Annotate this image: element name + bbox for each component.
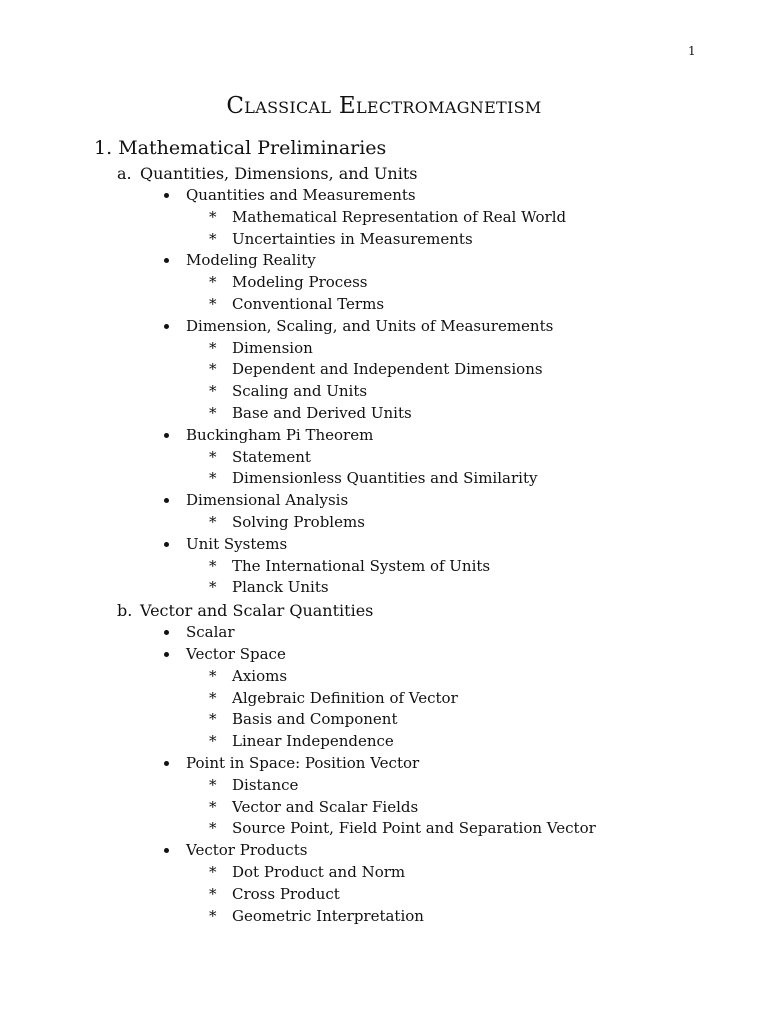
asterisk-icon: *	[209, 906, 217, 925]
list-item-text: Solving Problems	[232, 512, 365, 531]
asterisk-icon: *	[209, 797, 217, 816]
subsection-marker: a.	[117, 164, 132, 183]
list-item	[0, 689, 768, 711]
topic-item	[0, 623, 768, 645]
asterisk-icon: *	[209, 884, 217, 903]
bullet-icon	[164, 193, 169, 198]
list-item-text: Mathematical Representation of Real World	[232, 207, 567, 226]
list-item-text: Geometric Interpretation	[232, 906, 424, 925]
topic-item	[0, 535, 768, 557]
topic-item	[0, 251, 768, 273]
list-item	[0, 557, 768, 579]
topic-title: Point in Space: Position Vector	[186, 753, 420, 772]
list-item-text: Base and Derived Units	[232, 403, 412, 422]
asterisk-icon: *	[209, 578, 217, 597]
list-item	[0, 667, 768, 689]
bullet-icon	[164, 652, 169, 657]
bullet-icon	[164, 433, 169, 438]
list-item	[0, 469, 768, 491]
list-item	[0, 710, 768, 732]
list-item-text: Uncertainties in Measurements	[232, 229, 473, 248]
subsection-title: Vector and Scalar Quantities	[140, 601, 374, 621]
topic-title: Dimension, Scaling, and Units of Measurements	[186, 316, 554, 335]
section-heading	[94, 137, 386, 159]
outline	[0, 164, 768, 928]
topic-item	[0, 645, 768, 667]
bullet-icon	[164, 542, 169, 547]
list-item	[0, 404, 768, 426]
asterisk-icon: *	[209, 666, 217, 685]
asterisk-icon: *	[209, 447, 217, 466]
topic-title: Vector Space	[186, 644, 286, 663]
topic-title: Scalar	[186, 623, 235, 642]
list-item-text: Dot Product and Norm	[232, 862, 406, 881]
bullet-icon	[164, 630, 169, 635]
list-item-text: Source Point, Field Point and Separation Vector	[232, 819, 596, 838]
asterisk-icon: *	[209, 338, 217, 357]
topic-item	[0, 186, 768, 208]
list-item	[0, 273, 768, 295]
asterisk-icon: *	[209, 229, 217, 248]
asterisk-icon: *	[209, 819, 217, 838]
asterisk-icon: *	[209, 556, 217, 575]
list-item-text: Scaling and Units	[232, 382, 368, 401]
list-item	[0, 230, 768, 252]
bullet-icon	[164, 258, 169, 263]
list-item-text: Basis and Component	[232, 710, 398, 729]
list-item-text: Planck Units	[232, 578, 329, 597]
list-item	[0, 513, 768, 535]
topic-title: Vector Products	[186, 841, 308, 860]
list-item	[0, 360, 768, 382]
list-item-text: Vector and Scalar Fields	[232, 797, 419, 816]
document-title: Classical Electromagnetism	[226, 93, 542, 119]
topic-item	[0, 426, 768, 448]
list-item	[0, 382, 768, 404]
list-item	[0, 885, 768, 907]
topic-item	[0, 491, 768, 513]
list-item-text: Cross Product	[232, 884, 340, 903]
asterisk-icon: *	[209, 382, 217, 401]
list-item-text: Dimension	[232, 338, 313, 357]
list-item	[0, 578, 768, 600]
list-item-text: The International System of Units	[232, 556, 491, 575]
list-item-text: Linear Independence	[232, 732, 394, 751]
asterisk-icon: *	[209, 360, 217, 379]
list-item	[0, 907, 768, 929]
list-item	[0, 732, 768, 754]
subsection-marker: b.	[117, 601, 133, 621]
subsection-heading	[0, 164, 768, 186]
asterisk-icon: *	[209, 273, 217, 292]
bullet-icon	[164, 761, 169, 766]
section-number: 1.	[94, 137, 113, 159]
topic-title: Modeling Reality	[186, 251, 316, 270]
list-item-text: Dimensionless Quantities and Similarity	[232, 469, 538, 488]
list-item-text: Dependent and Independent Dimensions	[232, 360, 543, 379]
topic-title: Quantities and Measurements	[186, 186, 416, 204]
topic-item	[0, 754, 768, 776]
asterisk-icon: *	[209, 403, 217, 422]
asterisk-icon: *	[209, 469, 217, 488]
asterisk-icon: *	[209, 862, 217, 881]
asterisk-icon: *	[209, 294, 217, 313]
list-item-text: Statement	[232, 447, 311, 466]
list-item	[0, 339, 768, 361]
list-item	[0, 295, 768, 317]
bullet-icon	[164, 848, 169, 853]
asterisk-icon: *	[209, 207, 217, 226]
list-item-text: Distance	[232, 775, 299, 794]
list-item-text: Algebraic Definition of Vector	[232, 688, 458, 707]
list-item	[0, 798, 768, 820]
list-item	[0, 448, 768, 470]
list-item	[0, 208, 768, 230]
list-item	[0, 776, 768, 798]
topic-title: Dimensional Analysis	[186, 491, 349, 510]
asterisk-icon: *	[209, 688, 217, 707]
list-item	[0, 819, 768, 841]
subsection-heading	[0, 601, 768, 623]
page-number: 1	[688, 44, 696, 58]
asterisk-icon: *	[209, 512, 217, 531]
asterisk-icon: *	[209, 732, 217, 751]
list-item-text: Modeling Process	[232, 273, 368, 292]
bullet-icon	[164, 324, 169, 329]
topic-item	[0, 841, 768, 863]
section-title: Mathematical Preliminaries	[118, 137, 387, 159]
topic-item	[0, 317, 768, 339]
subsection-title: Quantities, Dimensions, and Units	[140, 164, 418, 183]
bullet-icon	[164, 498, 169, 503]
topic-title: Buckingham Pi Theorem	[186, 425, 374, 444]
asterisk-icon: *	[209, 775, 217, 794]
list-item	[0, 863, 768, 885]
topic-title: Unit Systems	[186, 534, 288, 553]
list-item-text: Conventional Terms	[232, 294, 385, 313]
list-item-text: Axioms	[232, 666, 288, 685]
asterisk-icon: *	[209, 710, 217, 729]
